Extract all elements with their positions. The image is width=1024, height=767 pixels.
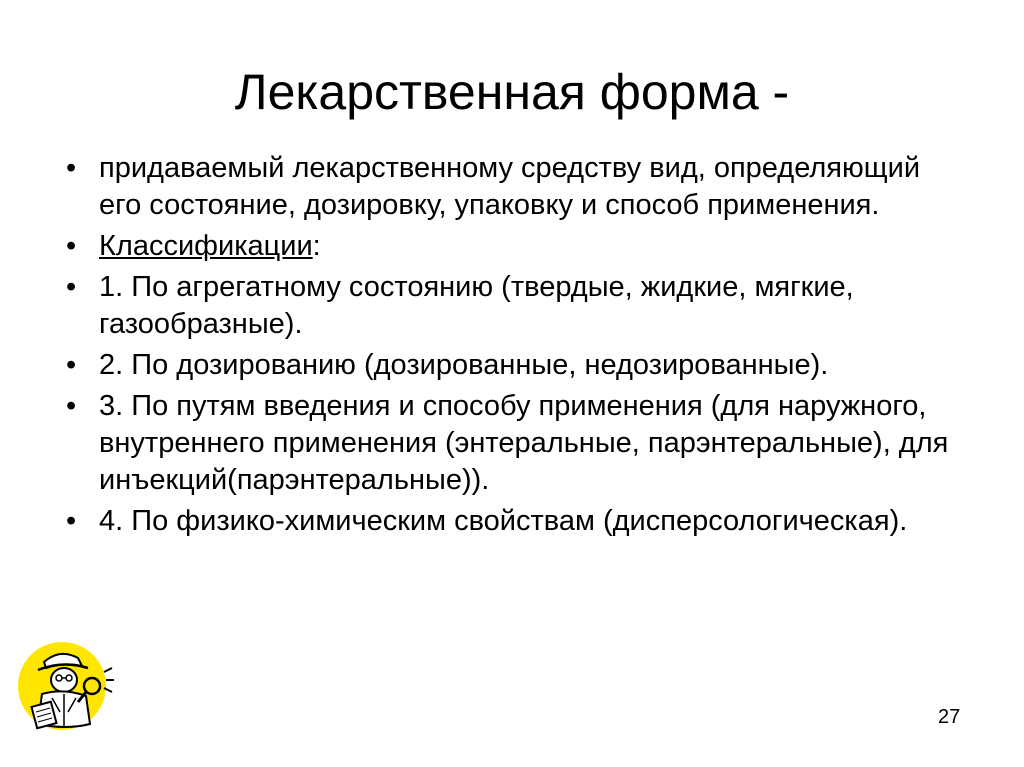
bullet-list (66, 150, 966, 544)
page-number: 27 (938, 706, 961, 728)
bullet-text: 1. По агрегатному состоянию (твердые, жидкие, мягкие, газообразные). (99, 271, 854, 340)
bullet-dosing (66, 347, 966, 384)
bullet-suffix: : (312, 230, 321, 262)
classifications-link[interactable]: Классификации (99, 230, 313, 262)
bullet-mark: • (66, 390, 77, 422)
bullet-mark: • (66, 230, 77, 262)
bullet-mark: • (66, 349, 77, 381)
bullet-text: 4. По физико-химическим свойствам (дисперсологическая). (99, 505, 908, 537)
bullet-text: придаваемый лекарственному средству вид, определяющий его состояние, дозировку, упаковку и способ применения. (99, 152, 921, 221)
bullet-classifications (66, 228, 966, 265)
slide-title: Лекарственная форма - (234, 64, 790, 120)
bullet-mark: • (66, 271, 77, 303)
bullet-mark: • (66, 505, 77, 537)
bullet-physchem (66, 503, 966, 540)
bullet-aggregate-state (66, 269, 966, 343)
bullet-text: 2. По дозированию (дозированные, недозированные). (99, 349, 829, 381)
bullet-text: 3. По путям введения и способу применения (для наружного, внутреннего применения (энтеральные, парэнтеральные), для инъекций(парэнтеральные)). (99, 390, 949, 496)
bullet-routes (66, 388, 966, 499)
bullet-mark: • (66, 152, 77, 184)
bullet-definition (66, 150, 966, 224)
detective-clipart-icon (8, 632, 120, 736)
